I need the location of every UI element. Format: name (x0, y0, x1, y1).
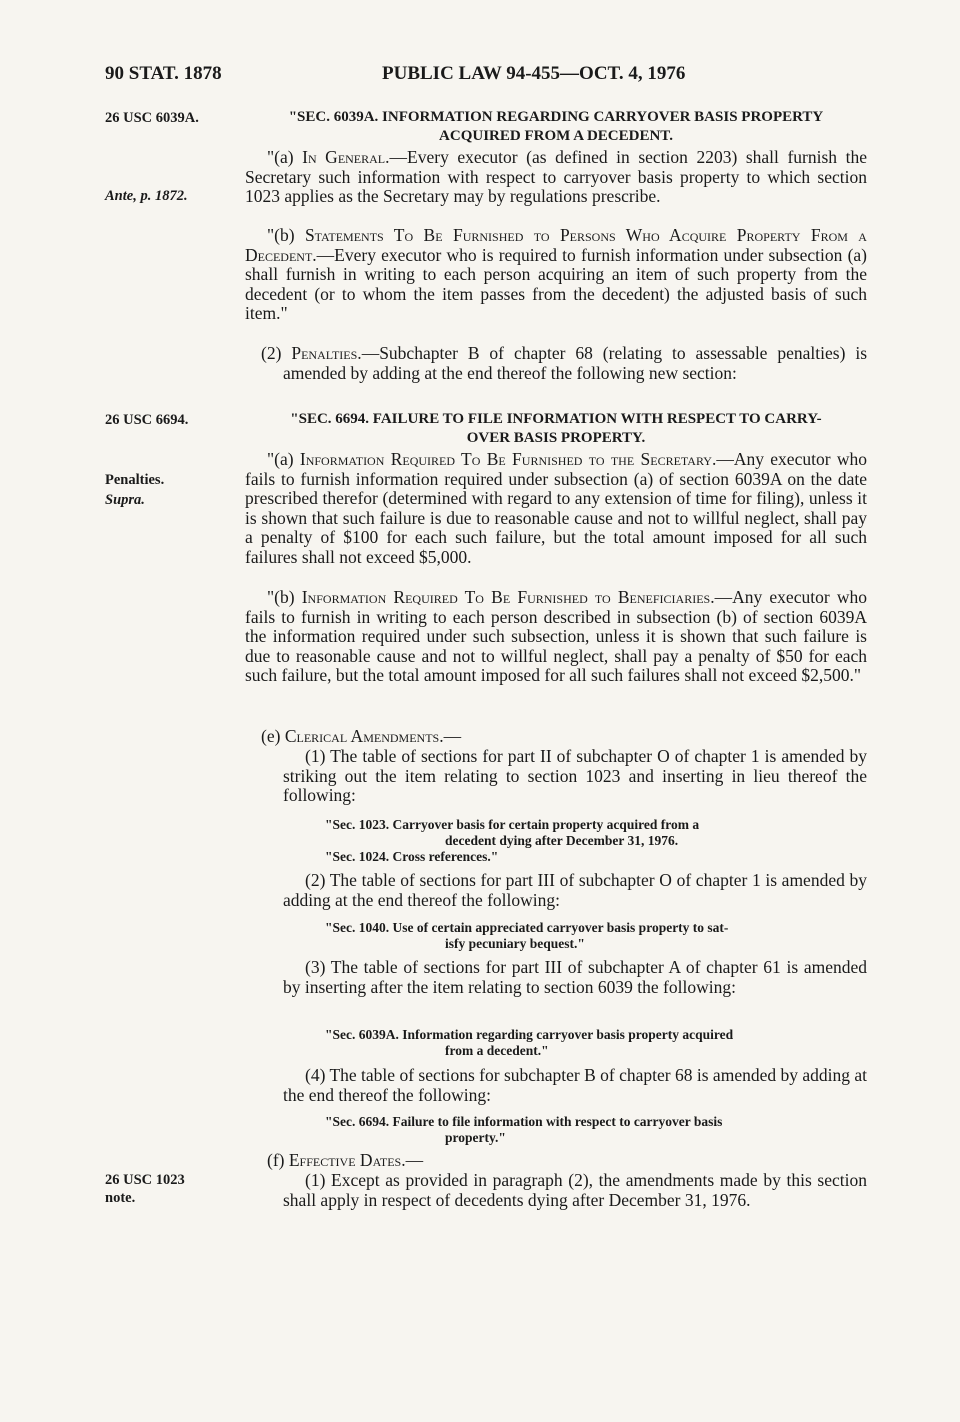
table-entry-continuation: isfy pecuniary bequest." (445, 936, 585, 951)
paragraph-text: —Subchapter B of chapter 68 (relating to assessable penalties) is amended by adding at the end thereof the following new section: (283, 343, 868, 383)
subsection-title: Statements To Be Furnished to Persons Who Acquire Property From a Decedent. (245, 225, 867, 265)
public-law-reference: PUBLIC LAW 94-455—OCT. 4, 1976 (382, 63, 686, 84)
section-6039a-heading (245, 108, 867, 146)
effective-dates-paragraph-1: (1) Except as provided in paragraph (2), the amendments made by this section shall apply in respect of decedents dying after December 31, 1976. (283, 1170, 867, 1210)
subsection-label: (e) (261, 726, 285, 746)
stat-reference: 90 STAT. 1878 (105, 63, 222, 84)
subsection-title: Clerical Amendments. (284, 726, 444, 746)
table-entry-text: "Sec. 6694. Failure to file information with respect to carryover basis (325, 1114, 723, 1129)
table-entry-text: "Sec. 1023. Carryover basis for certain property acquired from a (325, 817, 700, 832)
subsection-text: —Every executor (as defined in section 2203) shall furnish the Secretary such information with respect to carryover basis property to which section 1023 applies as the Secretary may by regulations prescribe. (245, 147, 867, 207)
margin-note-supra: Supra. (105, 492, 145, 508)
table-entry-6694 (325, 1114, 867, 1146)
paragraph-title: Penalties. (291, 343, 362, 363)
subsection-title: Information Required To Be Furnished to the Secretary. (299, 449, 717, 469)
subsection-title: Effective Dates. (288, 1150, 406, 1170)
table-entry-6039a (325, 1027, 867, 1059)
clerical-paragraph-2: (2) The table of sections for part III of subchapter O of chapter 1 is amended by adding at the end thereof the following: (283, 870, 867, 910)
page-header (0, 63, 960, 91)
penalties-paragraph (245, 344, 867, 383)
margin-note-usc-1023-note: note. (105, 1190, 136, 1206)
section-6694-subsection-a (245, 450, 867, 568)
section-6039a-heading-line2: ACQUIRED FROM A DECEDENT. (439, 128, 673, 144)
clerical-paragraph-1: (1) The table of sections for part II of subchapter O of chapter 1 is amended by striking out the item relating to section 1023 and inserting in lieu thereof the following: (283, 746, 867, 806)
table-entry-text: "Sec. 1024. Cross references." (325, 849, 499, 864)
section-6039a-subsection-a (245, 148, 867, 207)
subsection-text: —Any executor who fails to furnish information required under subsection (a) of section 6039A on the date prescribed therefor (determined with regard to any extension of time for filing), unless it is shown that such failure is due to reasonable cause and not to willful neglect, shall pay a penalty of $100 for each such failure, but the total amount imposed for all such failures shall not exceed $5,000. (245, 449, 867, 567)
margin-note-ante: Ante, p. 1872. (105, 188, 188, 204)
subsection-label: "(b) (267, 587, 302, 607)
table-entry-text: "Sec. 1040. Use of certain appreciated carryover basis property to sat- (325, 920, 729, 935)
table-entry-1024 (325, 849, 867, 865)
table-entry-text: "Sec. 6039A. Information regarding carryover basis property acquired (325, 1027, 734, 1042)
margin-note-usc-6039a: 26 USC 6039A. (105, 110, 199, 126)
subsection-label: "(b) (267, 225, 305, 245)
margin-note-usc-6694: 26 USC 6694. (105, 412, 189, 428)
heading-dash: — (405, 1150, 424, 1170)
table-entry-1040 (325, 920, 867, 952)
section-6694-heading-line2: OVER BASIS PROPERTY. (466, 430, 646, 446)
table-entry-continuation: property." (445, 1130, 506, 1145)
effective-dates-heading (245, 1151, 867, 1171)
subsection-text: —Any executor who fails to furnish in writing to each person described in subsection (b) of section 6039A the information required under such subsection, unless it is shown that such failure is due to reasonable cause and not to willful neglect, shall pay a penalty of $50 for each such failure, but the total amount imposed for all such failures shall not exceed $2,500." (245, 587, 867, 686)
clerical-paragraph-3: (3) The table of sections for part III of subchapter A of chapter 61 is amended by inserting after the item relating to section 6039 the following: (283, 957, 867, 997)
section-6039a-subsection-b (245, 226, 867, 324)
table-entry-continuation: decedent dying after December 31, 1976. (445, 833, 679, 848)
subsection-title: In General. (302, 147, 390, 167)
subsection-title: Information Required To Be Furnished to Beneficiaries. (301, 587, 715, 607)
section-6694-heading (245, 410, 867, 448)
subsection-text: —Every executor who is required to furnish information under subsection (a) shall furnish in writing to each person acquiring an item of such property from the decedent (or to whom the item passes from the decedent) the adjusted basis of such item." (245, 244, 867, 324)
table-entry-1023 (325, 817, 867, 849)
subsection-label: "(a) (267, 449, 300, 469)
subsection-label: "(a) (267, 147, 303, 167)
clerical-paragraph-4: (4) The table of sections for subchapter B of chapter 68 is amended by adding at the end thereof the following: (283, 1065, 867, 1105)
margin-note-usc-1023: 26 USC 1023 (105, 1172, 185, 1188)
section-6694-heading-line1: "SEC. 6694. FAILURE TO FILE INFORMATION WITH RESPECT TO CARRY- (290, 411, 822, 427)
subsection-label: (f) (267, 1150, 289, 1170)
section-6039a-heading-line1: "SEC. 6039A. INFORMATION REGARDING CARRYOVER BASIS PROPERTY (288, 109, 824, 125)
paragraph-label: (2) (261, 343, 292, 363)
heading-dash: — (443, 726, 462, 746)
section-6694-subsection-b (245, 588, 867, 686)
clerical-amendments-heading (245, 727, 867, 747)
margin-note-penalties: Penalties. (105, 472, 165, 488)
table-entry-continuation: from a decedent." (445, 1043, 549, 1058)
